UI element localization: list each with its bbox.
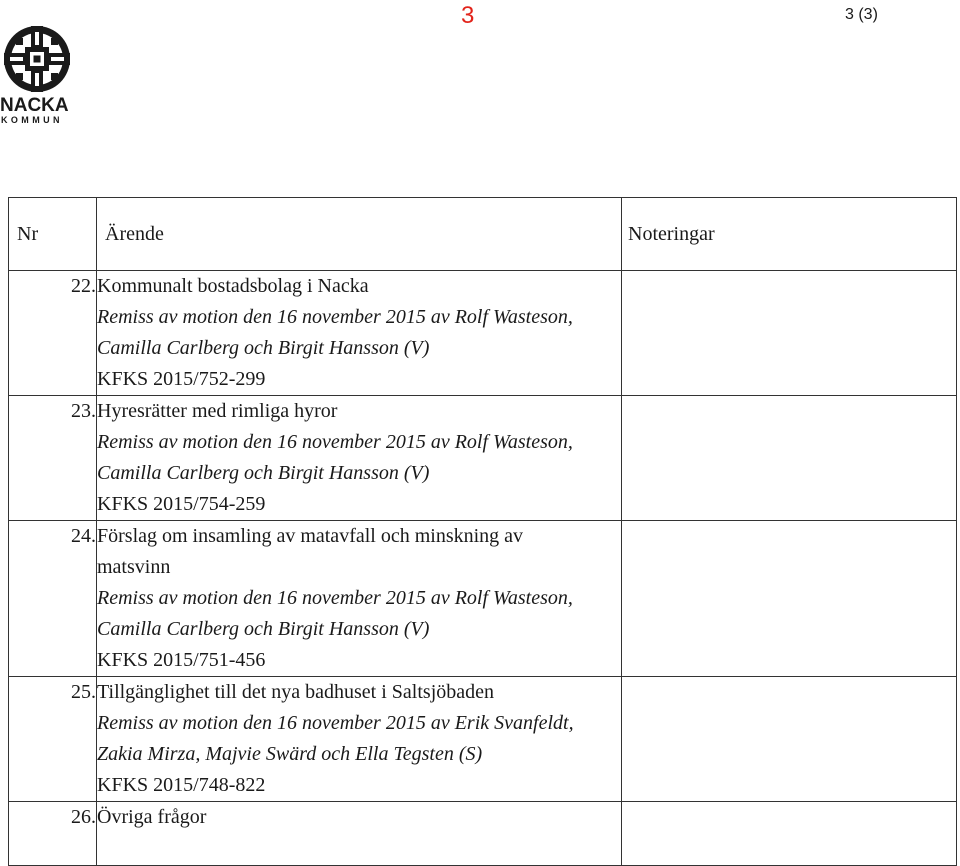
item-remiss-line: Zakia Mirza, Majvie Swärd och Ella Tegsten (S) xyxy=(97,743,483,765)
item-remiss-line: Remiss av motion den 16 november 2015 av Erik Svanfeldt, xyxy=(97,712,574,734)
column-header-nr: Nr xyxy=(9,198,97,271)
item-arende-cell xyxy=(97,677,622,802)
nacka-emblem-icon xyxy=(2,24,72,94)
table-row xyxy=(9,521,957,677)
item-number-cell xyxy=(9,677,97,802)
item-title: Tillgänglighet till det nya badhuset i Saltsjöbaden xyxy=(97,681,495,703)
logo-subtitle: KOMMUN xyxy=(1,115,63,125)
item-reference: KFKS 2015/752-299 xyxy=(97,368,266,390)
item-number: 24. xyxy=(71,525,96,547)
logo-name: NACKA xyxy=(0,95,69,116)
item-number: 22. xyxy=(71,275,96,297)
item-title: Hyresrätter med rimliga hyror xyxy=(97,400,338,422)
item-remiss-line: Camilla Carlberg och Birgit Hansson (V) xyxy=(97,618,430,640)
table-row xyxy=(9,271,957,396)
item-number: 25. xyxy=(71,681,96,703)
item-reference: KFKS 2015/751-456 xyxy=(97,649,266,671)
table-row xyxy=(9,802,957,866)
item-arende-cell xyxy=(97,396,622,521)
item-title: Övriga frågor xyxy=(97,806,207,828)
item-number-cell xyxy=(9,521,97,677)
item-number-cell xyxy=(9,271,97,396)
item-number: 26. xyxy=(71,806,96,828)
item-notes-cell[interactable] xyxy=(622,396,957,521)
table-row xyxy=(9,396,957,521)
red-page-marker: 3 xyxy=(461,2,475,29)
item-arende-cell xyxy=(97,521,622,677)
item-arende-cell xyxy=(97,271,622,396)
item-arende-cell xyxy=(97,802,622,866)
item-title: Förslag om insamling av matavfall och minskning av xyxy=(97,525,524,547)
column-header-arende: Ärende xyxy=(97,198,622,271)
table-header-row xyxy=(9,198,957,271)
item-remiss-line: Remiss av motion den 16 november 2015 av Rolf Wasteson, xyxy=(97,431,573,453)
item-number-cell xyxy=(9,396,97,521)
item-number-cell xyxy=(9,802,97,866)
item-title-continued: matsvinn xyxy=(97,556,171,578)
column-header-noteringar: Noteringar xyxy=(622,198,957,271)
item-reference: KFKS 2015/748-822 xyxy=(97,774,266,796)
table-row xyxy=(9,677,957,802)
item-notes-cell[interactable] xyxy=(622,521,957,677)
page-number: 3 (3) xyxy=(845,6,878,23)
item-remiss-line: Remiss av motion den 16 november 2015 av Rolf Wasteson, xyxy=(97,587,573,609)
item-notes-cell[interactable] xyxy=(622,802,957,866)
item-remiss-line: Camilla Carlberg och Birgit Hansson (V) xyxy=(97,462,430,484)
item-number: 23. xyxy=(71,400,96,422)
item-notes-cell[interactable] xyxy=(622,677,957,802)
agenda-table xyxy=(8,197,957,866)
item-title: Kommunalt bostadsbolag i Nacka xyxy=(97,275,369,297)
item-remiss-line: Camilla Carlberg och Birgit Hansson (V) xyxy=(97,337,430,359)
item-reference: KFKS 2015/754-259 xyxy=(97,493,266,515)
nacka-kommun-logo xyxy=(0,24,76,125)
item-remiss-line: Remiss av motion den 16 november 2015 av Rolf Wasteson, xyxy=(97,306,573,328)
item-notes-cell[interactable] xyxy=(622,271,957,396)
